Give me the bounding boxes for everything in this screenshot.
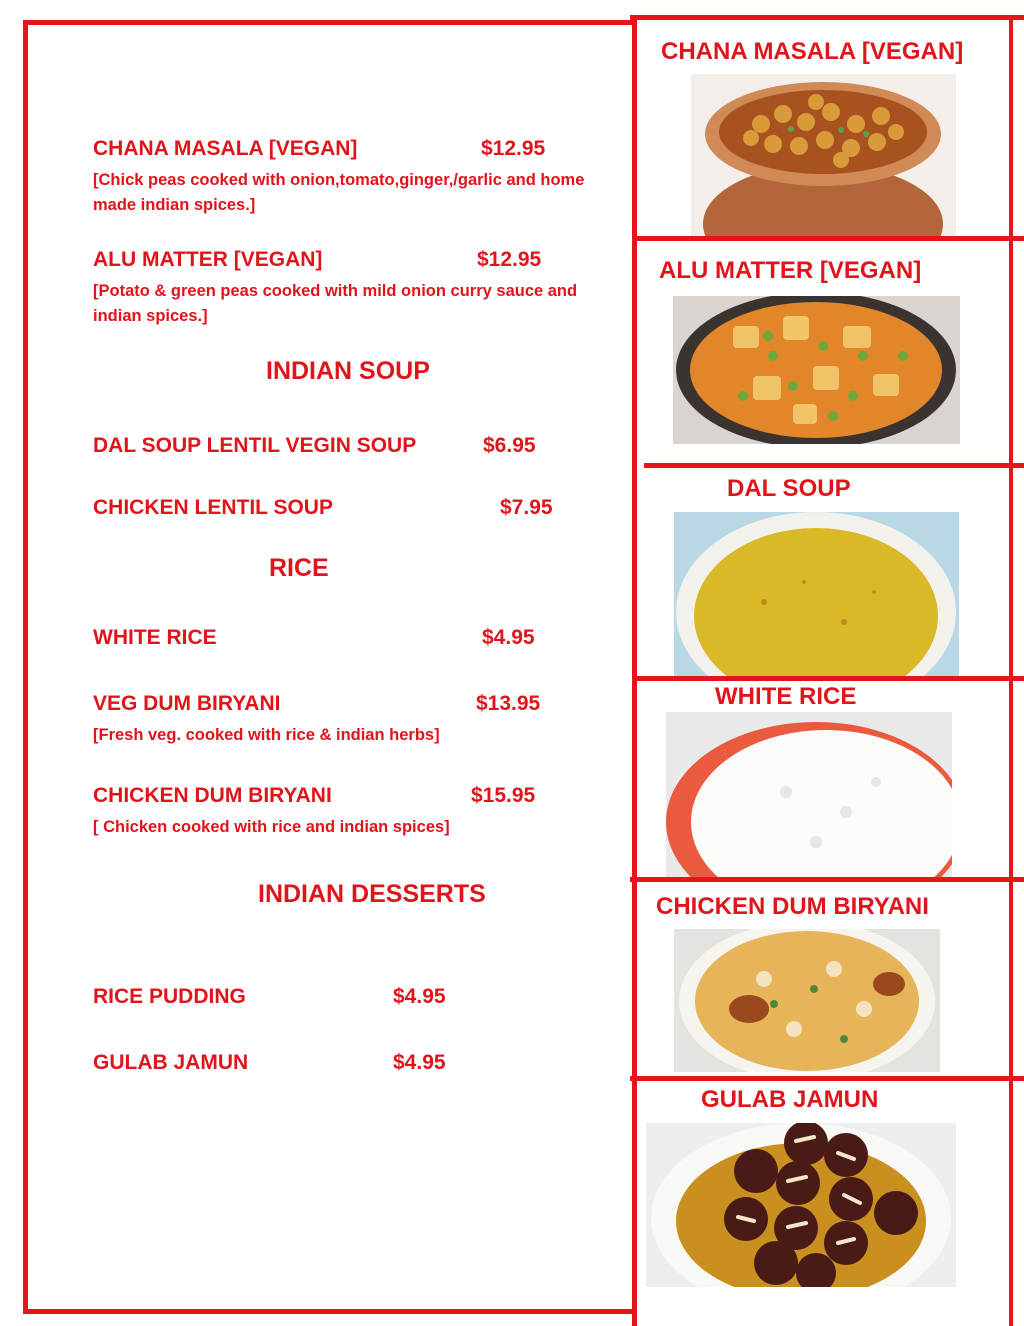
item-name: WHITE RICE — [93, 626, 217, 649]
item-description: [Fresh veg. cooked with rice & indian herbs] — [93, 726, 440, 744]
item-description: [Potato & green peas cooked with mild onion curry sauce and indian spices.] — [93, 282, 578, 325]
chicken-dum-biryani-photo — [674, 929, 940, 1072]
item-description: [ Chicken cooked with rice and indian spices] — [93, 818, 450, 836]
item-name: DAL SOUP LENTIL VEGIN SOUP — [93, 434, 417, 457]
section-title-desserts: INDIAN DESSERTS — [258, 880, 486, 908]
item-price: $4.95 — [482, 626, 535, 649]
item-price: $6.95 — [483, 434, 536, 457]
section-title-rice: RICE — [269, 554, 329, 582]
frame-left — [23, 20, 28, 1314]
item-name: GULAB JAMUN — [93, 1051, 249, 1074]
item-description: [Chick peas cooked with onion,tomato,ginger,/garlic and home made indian spices.] — [93, 171, 585, 214]
panel-title: CHANA MASALA [VEGAN] — [661, 38, 964, 65]
item-name: CHICKEN LENTIL SOUP — [93, 496, 333, 519]
item-price: $4.95 — [393, 985, 446, 1008]
section-title-soup: INDIAN SOUP — [266, 357, 430, 385]
frame-top-right — [630, 15, 1024, 20]
item-name: RICE PUDDING — [93, 985, 246, 1008]
frame-top-left — [24, 20, 634, 25]
item-price: $13.95 — [476, 692, 541, 715]
chana-masala-photo — [691, 74, 956, 236]
panel-separator — [630, 877, 1024, 882]
panel-title: CHICKEN DUM BIRYANI — [656, 893, 929, 920]
panel-separator — [644, 463, 1024, 468]
panel-separator — [634, 236, 1024, 241]
item-price: $15.95 — [471, 784, 536, 807]
panel-title: GULAB JAMUN — [701, 1086, 879, 1113]
frame-divider — [632, 15, 637, 1326]
item-name: VEG DUM BIRYANI — [93, 692, 281, 715]
alu-matter-photo — [673, 296, 960, 444]
white-rice-photo — [666, 712, 952, 877]
item-price: $12.95 — [477, 248, 542, 271]
frame-right — [1009, 20, 1013, 1326]
gulab-jamun-photo — [646, 1123, 956, 1287]
panel-title: ALU MATTER [VEGAN] — [659, 257, 922, 284]
panel-separator — [634, 676, 1024, 681]
item-name: CHANA MASALA [VEGAN] — [93, 137, 358, 160]
item-name: CHICKEN DUM BIRYANI — [93, 784, 332, 807]
item-name: ALU MATTER [VEGAN] — [93, 248, 323, 271]
item-price: $7.95 — [500, 496, 553, 519]
panel-separator — [630, 1076, 1024, 1081]
panel-title: DAL SOUP — [727, 475, 851, 502]
item-price: $12.95 — [481, 137, 546, 160]
frame-bottom — [23, 1309, 637, 1314]
item-price: $4.95 — [393, 1051, 446, 1074]
dal-soup-photo — [674, 512, 959, 676]
panel-title: WHITE RICE — [715, 683, 857, 710]
